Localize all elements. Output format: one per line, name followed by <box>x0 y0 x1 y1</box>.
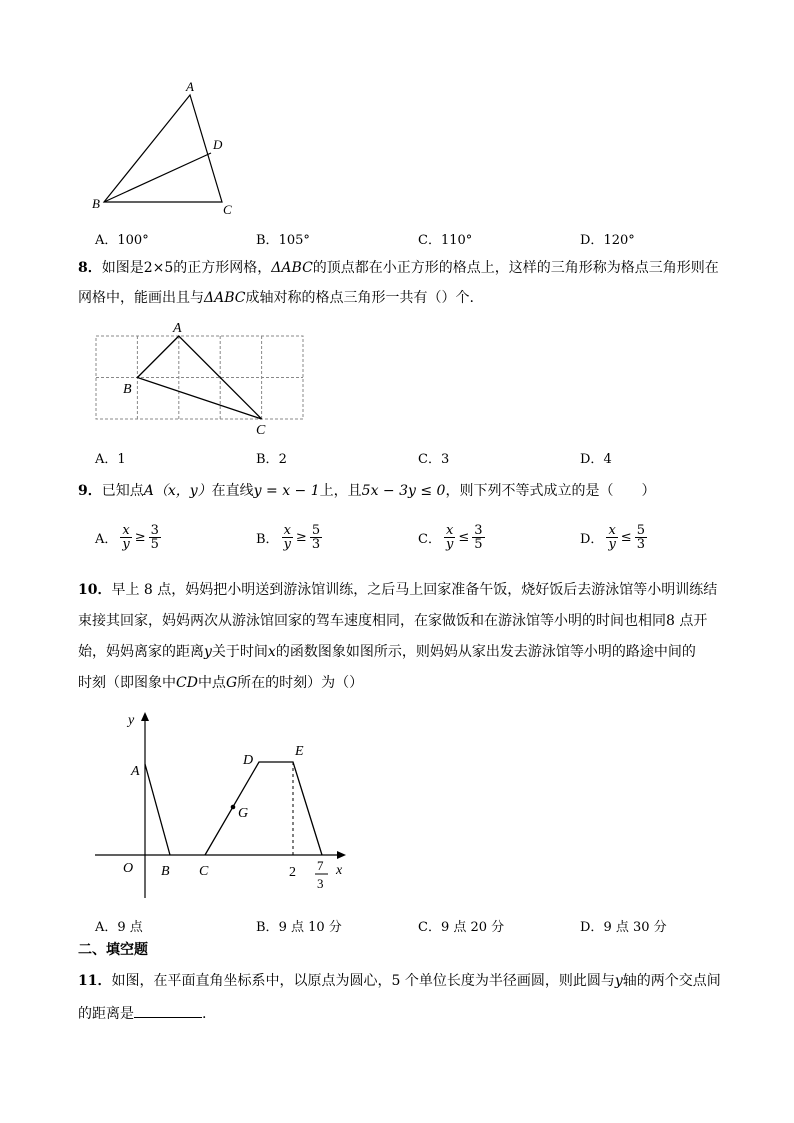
tick-frac-num: 7 <box>317 858 324 873</box>
label-origin: O <box>123 861 134 876</box>
label-e: E <box>295 744 304 759</box>
q10-option-c[interactable]: C．9 点 20 分 <box>418 920 505 935</box>
q9-option-c[interactable]: C． $\frac{x}{y}$ ≤ $\frac{3}{5}$ <box>418 523 483 552</box>
q8-option-d[interactable]: D．4 <box>580 452 612 467</box>
q7-option-d[interactable]: D．120° <box>580 233 635 248</box>
answer-blank[interactable] <box>134 1005 202 1018</box>
segment-ab <box>145 764 170 855</box>
q8-text-line1: 8．如图是2×5的正方形网格，ΔABC的顶点都在小正方形的格点上，这样的三角形称为格点三角形则在 <box>78 260 719 276</box>
q10-option-a[interactable]: A．9 点 <box>95 920 143 935</box>
segment-cdef <box>205 762 322 855</box>
q10-text-line2: 束接其回家，妈妈两次从游泳馆回家的驾车速度相同，在家做饭和在游泳馆等小明的时间也相同8 点开 <box>78 613 708 629</box>
y-axis-arrow <box>141 712 149 721</box>
q11-text-line2: 的距离是 . <box>78 1006 207 1022</box>
point-g <box>231 805 236 810</box>
label-g: G <box>238 806 249 821</box>
label-c: C <box>199 864 209 879</box>
tick-2: 2 <box>289 865 296 880</box>
q10-text-line4: 时刻（即图象中CD中点G所在的时刻）为（） <box>78 675 364 691</box>
triangle-abc <box>104 95 222 202</box>
q7-triangle-figure <box>85 75 245 220</box>
fraction-rhs: $\frac{3}{5}$ <box>474 523 483 552</box>
section-title: 二、填空题 <box>78 942 148 958</box>
q8-option-c[interactable]: C．3 <box>418 452 450 467</box>
q9-option-b[interactable]: B． $\frac{x}{y}$ ≥ $\frac{5}{3}$ <box>256 523 321 552</box>
q10-option-d[interactable]: D．9 点 30 分 <box>580 920 667 935</box>
x-axis-arrow <box>337 851 346 859</box>
tick-frac-den: 3 <box>317 876 324 891</box>
fraction-lhs: $\frac{x}{y}$ <box>122 523 130 552</box>
label-d: D <box>213 137 223 152</box>
q7-option-a[interactable]: A．100° <box>95 233 149 248</box>
q10-text-line1: 10．早上 8 点，妈妈把小明送到游泳馆训练，之后马上回家准备午饭，烧好饭后去游泳馆等小明训练结 <box>78 582 718 598</box>
label-d: D <box>243 753 254 768</box>
label-a: A <box>131 764 140 779</box>
q10-option-b[interactable]: B．9 点 10 分 <box>256 920 342 935</box>
fraction-rhs: $\frac{3}{5}$ <box>150 523 159 552</box>
label-b: B <box>161 864 170 879</box>
label-c: C <box>256 423 266 438</box>
q9-option-d[interactable]: D． $\frac{x}{y}$ ≤ $\frac{5}{3}$ <box>580 523 645 552</box>
label-a: A <box>186 79 194 94</box>
q8-grid-figure <box>88 318 313 440</box>
q9-option-a[interactable]: A． $\frac{x}{y}$ ≥ $\frac{3}{5}$ <box>95 523 159 552</box>
q10-function-graph <box>90 708 360 904</box>
q7-option-c[interactable]: C．110° <box>418 233 473 248</box>
label-b: B <box>123 382 132 397</box>
label-c: C <box>223 202 232 217</box>
q8-option-b[interactable]: B．2 <box>256 452 287 467</box>
q8-option-a[interactable]: A．1 <box>95 452 126 467</box>
q8-text-line2: 网格中，能画出且与ΔABC成轴对称的格点三角形一共有（）个. <box>78 290 474 306</box>
q9-text: 9．已知点A（x，y）在直线y = x − 1上，且5x − 3y ≤ 0，则下列不等式成立的是（ ） <box>78 483 656 499</box>
q11-text-line1: 11．如图，在平面直角坐标系中，以原点为圆心，5 个单位长度为半径画圆，则此圆与y轴的两个交点间 <box>78 973 721 989</box>
fraction-lhs: $\frac{x}{y}$ <box>445 523 454 552</box>
fraction-rhs: $\frac{5}{3}$ <box>636 523 645 552</box>
segment-bd <box>104 153 211 202</box>
q10-text-line3: 始，妈妈离家的距离y关于时间x的函数图象如图所示，则妈妈从家出发去游泳馆等小明的路途中间的 <box>78 644 696 660</box>
label-y-axis: y <box>128 713 135 728</box>
fraction-lhs: $\frac{x}{y}$ <box>608 523 616 552</box>
label-x-axis: x <box>336 863 343 878</box>
label-a: A <box>173 321 182 336</box>
fraction-rhs: $\frac{5}{3}$ <box>311 523 321 552</box>
q7-option-b[interactable]: B．105° <box>256 233 310 248</box>
label-b: B <box>92 196 100 211</box>
fraction-lhs: $\frac{x}{y}$ <box>283 523 291 552</box>
dashed-grid <box>96 336 303 419</box>
